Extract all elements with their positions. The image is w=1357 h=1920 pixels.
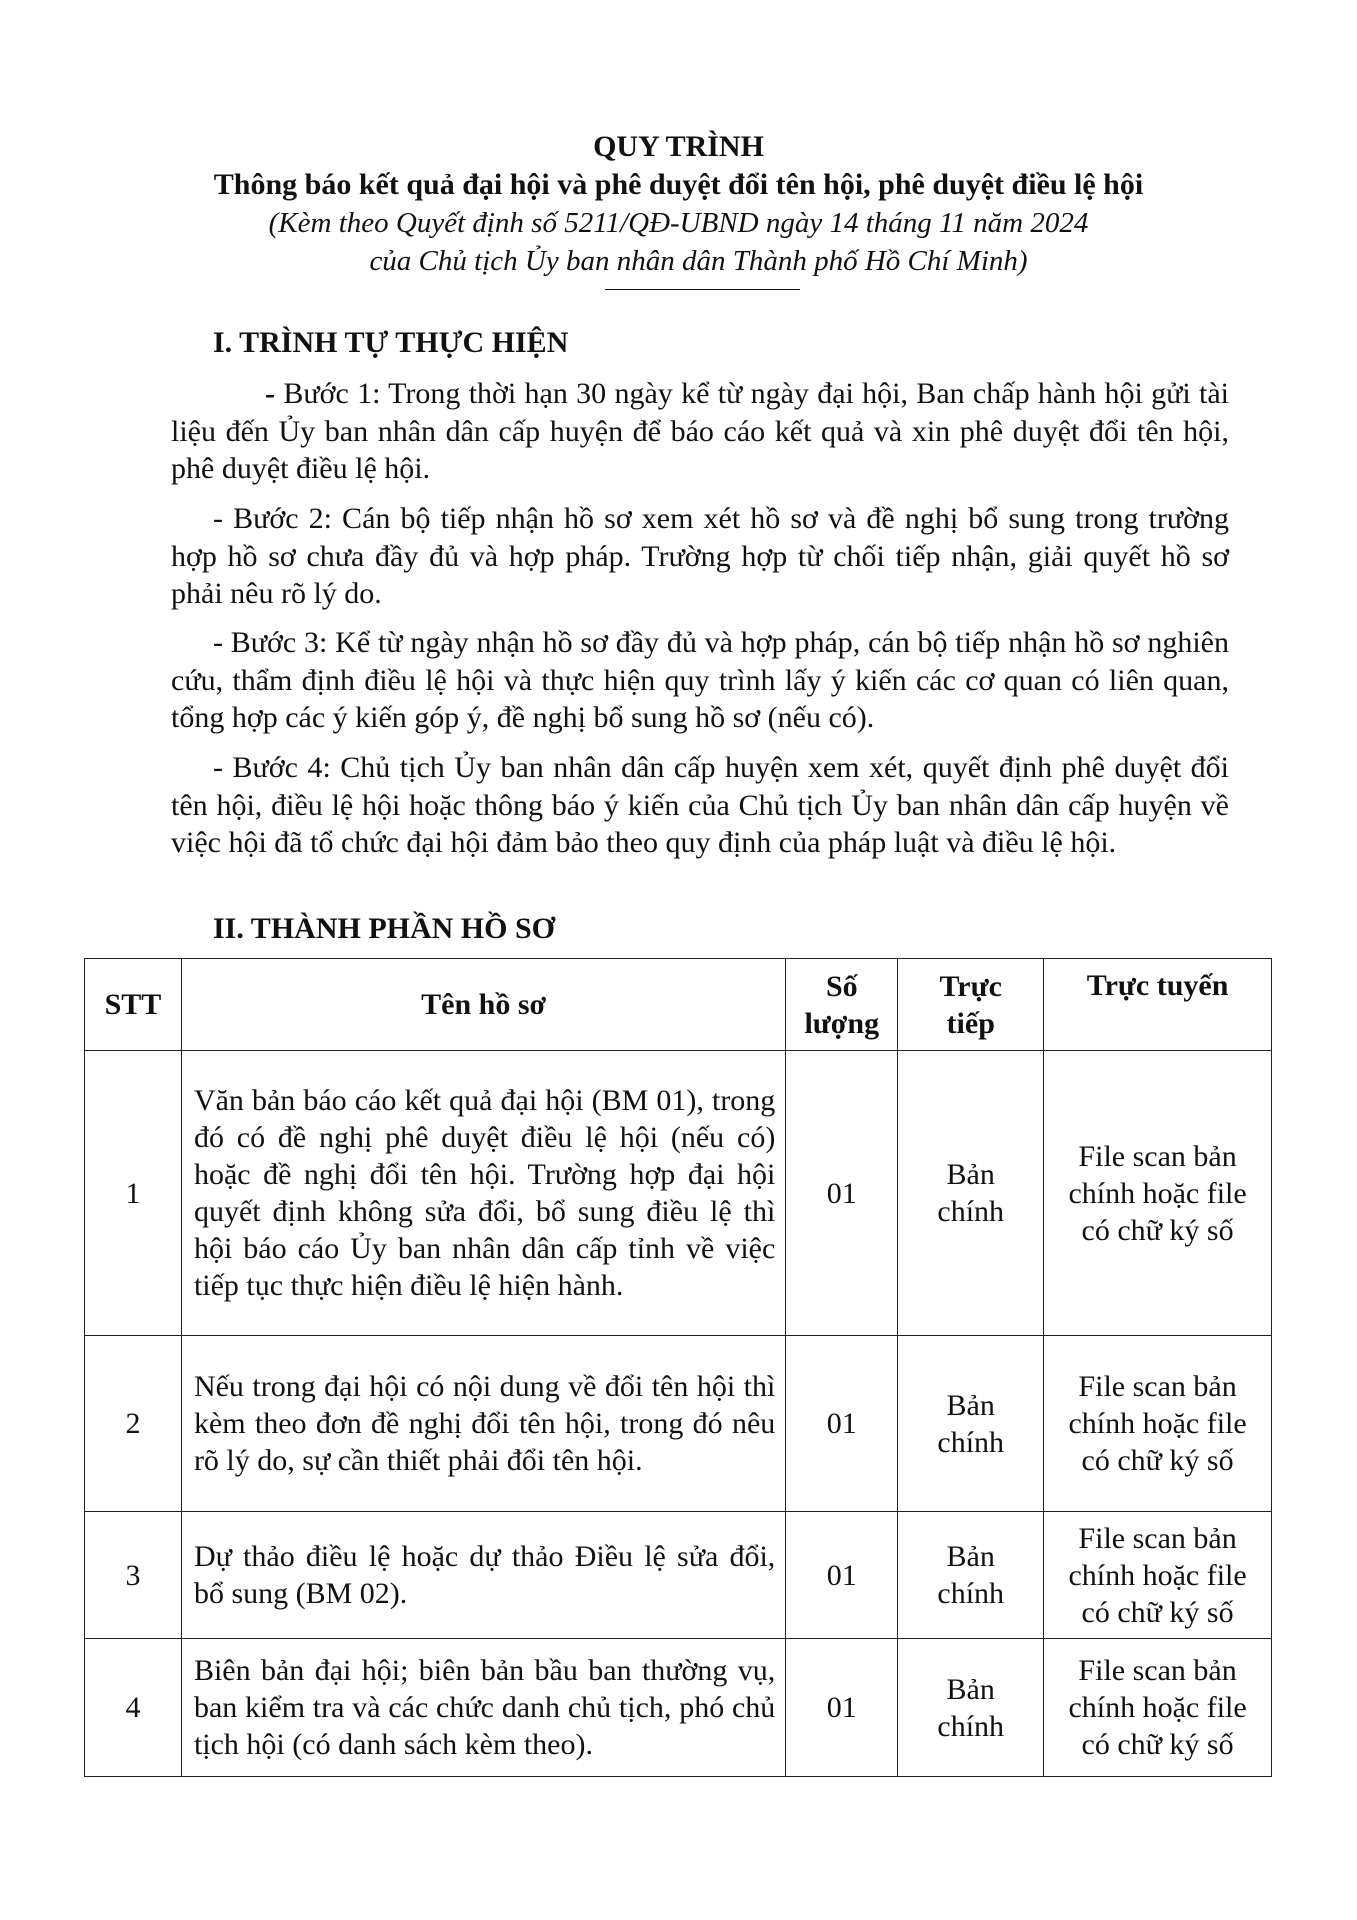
row-1-online-line3: có chữ ký số (1081, 1213, 1234, 1247)
row-1-direct-line1: Bản (946, 1158, 995, 1191)
step-1-text: Bước 1: Trong thời hạn 30 ngày kể từ ngày đại hội, Ban chấp hành hội gửi tài liệu đến Ủy ban nhân dân cấp huyện để báo cáo kết quả và xin phê duyệt đổi tên hội, phê duyệt điều lệ hội. (171, 377, 1229, 485)
row-3-stt: 3 (85, 1512, 182, 1639)
document-subtitle: Thông báo kết quả đại hội và phê duyệt đổi tên hội, phê duyệt điều lệ hội (213, 168, 1144, 201)
row-1-name: Văn bản báo cáo kết quả đại hội (BM 01), trong đó có đề nghị phê duyệt điều lệ hội (nếu có) hoặc đề nghị đổi tên hội. Trường hợp đại hội quyết định không sửa đổi, bổ sung điều lệ thì hội báo cáo Ủy ban nhân dân cấp tỉnh về việc tiếp tục thực hiện điều lệ hiện hành. (181, 1051, 785, 1336)
step-2-paragraph: - Bước 2: Cán bộ tiếp nhận hồ sơ xem xét hồ sơ và đề nghị bổ sung trong trường hợp hồ sơ chưa đầy đủ và hợp pháp. Trường hợp từ chối tiếp nhận, giải quyết hồ sơ phải nêu rõ lý do. (171, 502, 1229, 610)
row-3-online-line1: File scan bản (1078, 1521, 1237, 1555)
row-4-online (1044, 1639, 1272, 1777)
table-row (85, 1336, 1272, 1512)
table-row (85, 1639, 1272, 1777)
row-4-stt: 4 (85, 1639, 182, 1777)
table-row (85, 1512, 1272, 1639)
column-header-direct-line1: Trực (939, 969, 1002, 1003)
row-1-stt: 1 (85, 1051, 182, 1336)
step-1-paragraph (171, 375, 1229, 488)
row-1-direct-line2: chính (937, 1195, 1005, 1228)
row-3-name: Dự thảo điều lệ hoặc dự thảo Điều lệ sửa đổi, bổ sung (BM 02). (181, 1512, 785, 1639)
row-2-quantity: 01 (786, 1336, 898, 1512)
column-header-stt: STT (85, 959, 182, 1051)
step-1-dash: - (265, 377, 275, 410)
table-header-row (85, 959, 1272, 1051)
document-title: QUY TRÌNH (593, 130, 764, 163)
decision-reference-line-1: (Kèm theo Quyết định số 5211/QĐ-UBND ngày 14 tháng 11 năm 2024 (268, 207, 1089, 239)
section-heading-procedure: I. TRÌNH TỰ THỰC HIỆN (213, 326, 569, 359)
column-header-direct (898, 959, 1044, 1051)
header-divider (605, 289, 800, 290)
row-4-direct-line2: chính (937, 1709, 1005, 1743)
row-3-online (1044, 1512, 1272, 1639)
column-header-quantity-line1: Số (825, 969, 858, 1003)
row-2-online-line3: có chữ ký số (1081, 1444, 1234, 1477)
row-3-quantity: 01 (786, 1512, 898, 1639)
row-2-online-line2: chính hoặc file (1068, 1407, 1247, 1440)
row-4-online-line1: File scan bản (1078, 1654, 1237, 1687)
row-2-stt: 2 (85, 1336, 182, 1512)
row-3-online-line3: có chữ ký số (1081, 1595, 1234, 1629)
row-4-direct-line1: Bản (946, 1672, 995, 1706)
row-1-online (1044, 1051, 1272, 1336)
row-2-online (1044, 1336, 1272, 1512)
row-4-name: Biên bản đại hội; biên bản bầu ban thường vụ, ban kiểm tra và các chức danh chủ tịch, phó chủ tịch hội (có danh sách kèm theo). (181, 1639, 785, 1777)
row-2-online-line1: File scan bản (1078, 1370, 1237, 1403)
row-3-online-line2: chính hoặc file (1068, 1558, 1247, 1592)
column-header-online: Trực tuyến (1044, 959, 1272, 1051)
row-4-direct (898, 1639, 1044, 1777)
column-header-quantity (786, 959, 898, 1051)
table-row (85, 1051, 1272, 1336)
column-header-quantity-line2: lượng (804, 1006, 880, 1040)
row-4-online-line3: có chữ ký số (1081, 1728, 1234, 1761)
row-2-name: Nếu trong đại hội có nội dung về đổi tên hội thì kèm theo đơn đề nghị đổi tên hội, trong đó nêu rõ lý do, sự cần thiết phải đổi tên hội. (181, 1336, 785, 1512)
row-2-direct-line2: chính (937, 1425, 1005, 1459)
step-4-paragraph: - Bước 4: Chủ tịch Ủy ban nhân dân cấp huyện xem xét, quyết định phê duyệt đổi tên hội, điều lệ hội hoặc thông báo ý kiến của Chủ tịch Ủy ban nhân dân cấp huyện về việc hội đã tổ chức đại hội đảm bảo theo quy định của pháp luật và điều lệ hội. (171, 751, 1229, 859)
column-header-name: Tên hồ sơ (181, 959, 785, 1051)
row-2-direct (898, 1336, 1044, 1512)
row-1-direct (898, 1051, 1044, 1336)
row-4-quantity: 01 (786, 1639, 898, 1777)
column-header-direct-line2: tiếp (946, 1006, 995, 1040)
row-4-online-line2: chính hoặc file (1068, 1691, 1247, 1724)
section-heading-documents: II. THÀNH PHẦN HỒ SƠ (213, 912, 555, 945)
row-3-direct-line2: chính (937, 1577, 1005, 1610)
decision-reference-line-2: của Chủ tịch Ủy ban nhân dân Thành phố Hồ Chí Minh) (369, 245, 1028, 277)
row-1-online-line1: File scan bản (1078, 1139, 1237, 1173)
row-1-online-line2: chính hoặc file (1068, 1176, 1247, 1210)
row-2-direct-line1: Bản (946, 1388, 995, 1422)
step-3-paragraph: - Bước 3: Kể từ ngày nhận hồ sơ đầy đủ và hợp pháp, cán bộ tiếp nhận hồ sơ nghiên cứu, thẩm định điều lệ hội và thực hiện quy trình lấy ý kiến các cơ quan có liên quan, tổng hợp các ý kiến góp ý, đề nghị bổ sung hồ sơ (nếu có). (171, 626, 1229, 734)
row-3-direct (898, 1512, 1044, 1639)
row-1-quantity: 01 (786, 1051, 898, 1336)
row-3-direct-line1: Bản (946, 1540, 995, 1573)
documents-table (84, 958, 1272, 1777)
